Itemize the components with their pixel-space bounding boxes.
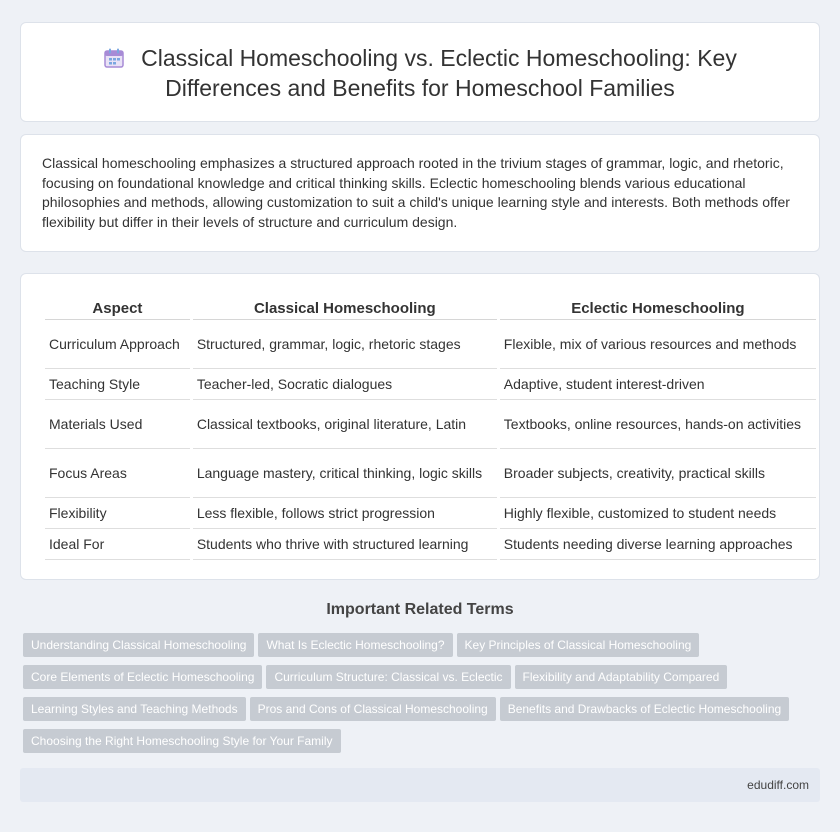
table-row [45, 400, 816, 449]
cell-eclectic: Textbooks, online resources, hands-on activities [500, 400, 816, 449]
cell-classical: Teacher-led, Socratic dialogues [193, 369, 497, 400]
intro-paragraph: Classical homeschooling emphasizes a structured approach rooted in the trivium stages of grammar, logic, and rhetoric, focusing on foundational knowledge and critical thinking skills. Eclectic homeschooling blends various educational philosophies and methods, allowing customization to suit a child's unique learning style and interests. Both methods offer flexibility but differ in their levels of structure and curriculum design. [42, 155, 790, 230]
page-title [21, 43, 819, 103]
cell-aspect: Curriculum Approach [45, 320, 190, 369]
tag-understanding-classical[interactable]: Understanding Classical Homeschooling [23, 633, 254, 657]
cell-aspect: Teaching Style [45, 369, 190, 400]
tag-key-principles-classical[interactable]: Key Principles of Classical Homeschooling [457, 633, 700, 657]
cell-classical: Structured, grammar, logic, rhetoric stages [193, 320, 497, 369]
tag-flexibility-compared[interactable]: Flexibility and Adaptability Compared [515, 665, 728, 689]
cell-classical: Language mastery, critical thinking, logic skills [193, 449, 497, 498]
table-row [45, 529, 816, 560]
cell-eclectic: Adaptive, student interest-driven [500, 369, 816, 400]
tag-curriculum-structure[interactable]: Curriculum Structure: Classical vs. Eclectic [266, 665, 510, 689]
title-line-1: Classical Homeschooling vs. Eclectic Homeschooling: Key [141, 45, 737, 71]
comparison-table [42, 294, 819, 560]
cell-classical: Less flexible, follows strict progression [193, 498, 497, 529]
title-line-2: Differences and Benefits for Homeschool Families [165, 75, 675, 101]
footer-site-link[interactable]: edudiff.com [747, 778, 809, 792]
table-row [45, 369, 816, 400]
calendar-icon [103, 46, 125, 68]
tag-benefits-drawbacks-eclectic[interactable]: Benefits and Drawbacks of Eclectic Homeschooling [500, 697, 789, 721]
footer [20, 768, 820, 802]
cell-eclectic: Students needing diverse learning approaches [500, 529, 816, 560]
header-classical: Classical Homeschooling [193, 294, 497, 320]
cell-eclectic: Flexible, mix of various resources and methods [500, 320, 816, 369]
table-row [45, 320, 816, 369]
table-row [45, 498, 816, 529]
table-header-row [45, 294, 816, 320]
tag-row [23, 729, 823, 761]
intro-card [20, 134, 820, 252]
cell-aspect: Flexibility [45, 498, 190, 529]
tag-row [23, 697, 823, 729]
cell-aspect: Focus Areas [45, 449, 190, 498]
header-aspect: Aspect [45, 294, 190, 320]
tag-core-elements-eclectic[interactable]: Core Elements of Eclectic Homeschooling [23, 665, 262, 689]
related-terms-heading: Important Related Terms [326, 601, 514, 618]
tag-row [23, 633, 823, 665]
cell-classical: Students who thrive with structured learning [193, 529, 497, 560]
header-eclectic: Eclectic Homeschooling [500, 294, 816, 320]
title-card [20, 22, 820, 122]
tag-what-is-eclectic[interactable]: What Is Eclectic Homeschooling? [258, 633, 452, 657]
tag-learning-styles[interactable]: Learning Styles and Teaching Methods [23, 697, 246, 721]
comparison-card [20, 273, 820, 580]
cell-classical: Classical textbooks, original literature, Latin [193, 400, 497, 449]
cell-eclectic: Broader subjects, creativity, practical skills [500, 449, 816, 498]
cell-aspect: Materials Used [45, 400, 190, 449]
cell-eclectic: Highly flexible, customized to student needs [500, 498, 816, 529]
table-row [45, 449, 816, 498]
tag-pros-cons-classical[interactable]: Pros and Cons of Classical Homeschooling [250, 697, 496, 721]
related-terms-tags [23, 633, 823, 761]
tag-row [23, 665, 823, 697]
cell-aspect: Ideal For [45, 529, 190, 560]
tag-choosing-style[interactable]: Choosing the Right Homeschooling Style for Your Family [23, 729, 341, 753]
